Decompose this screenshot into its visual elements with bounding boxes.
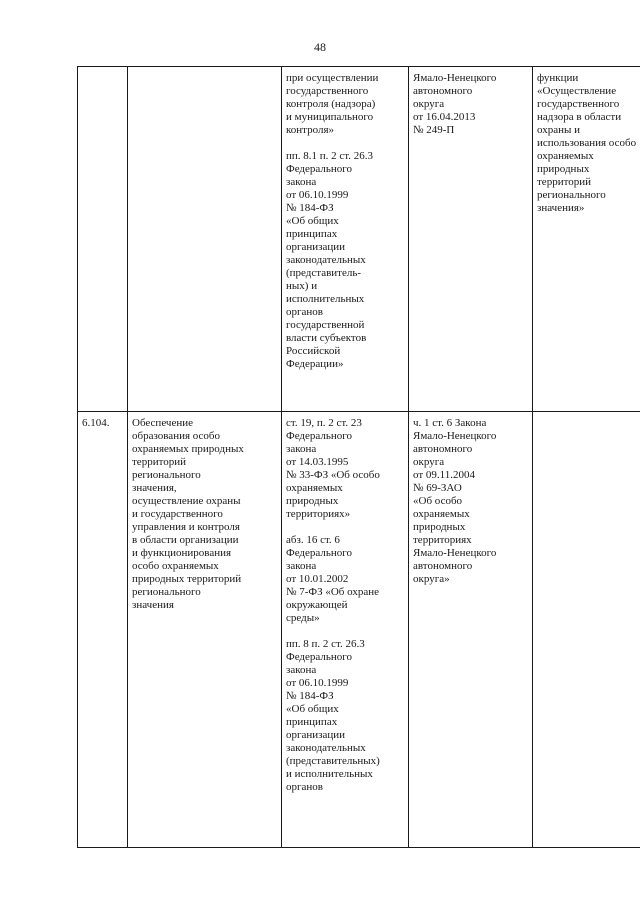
authority-name-cell: Обеспечение образования особо охраняемых природных территорий регионального значения, осуществление охраны и государственного управления и контроля в области организации и функционирования особо охраняемых природных территорий регионального значения <box>128 412 282 848</box>
note-cell: функции «Осуществление государственного надзора в области охраны и использования особо охраняемых природных территорий регионального значения» <box>533 67 640 412</box>
row-number-cell <box>78 67 128 412</box>
regional-basis-cell: Ямало-Ненецкого автономного округа от 16.04.2013 № 249-П <box>409 67 533 412</box>
federal-basis-cell: ст. 19, п. 2 ст. 23 Федерального закона от 14.03.1995 № 33-ФЗ «Об особо охраняемых природных территориях» абз. 16 ст. 6 Федерального закона от 10.01.2002 № 7-ФЗ «Об охране окружающей среды» пп. 8 п. 2 ст. 26.3 Федерального закона от 06.10.1999 № 184-ФЗ «Об общих принципах организации законодательных (представительных) и исполнительных органов <box>282 412 409 848</box>
legal-basis-table <box>77 66 640 848</box>
table-row <box>78 67 640 412</box>
federal-basis-cell: при осуществлении государственного контроля (надзора) и муниципального контроля» пп. 8.1 п. 2 ст. 26.3 Федерального закона от 06.10.1999 № 184-ФЗ «Об общих принципах организации законодательных (представитель- ных) и исполнительных органов государственной власти субъектов Российской Федерации» <box>282 67 409 412</box>
table-row <box>78 412 640 848</box>
page-number: 48 <box>314 40 326 54</box>
authority-name-cell <box>128 67 282 412</box>
regional-basis-cell: ч. 1 ст. 6 Закона Ямало-Ненецкого автономного округа от 09.11.2004 № 69-ЗАО «Об особо охраняемых природных территориях Ямало-Ненецкого автономного округа» <box>409 412 533 848</box>
note-cell <box>533 412 640 848</box>
row-number-cell: 6.104. <box>78 412 128 848</box>
